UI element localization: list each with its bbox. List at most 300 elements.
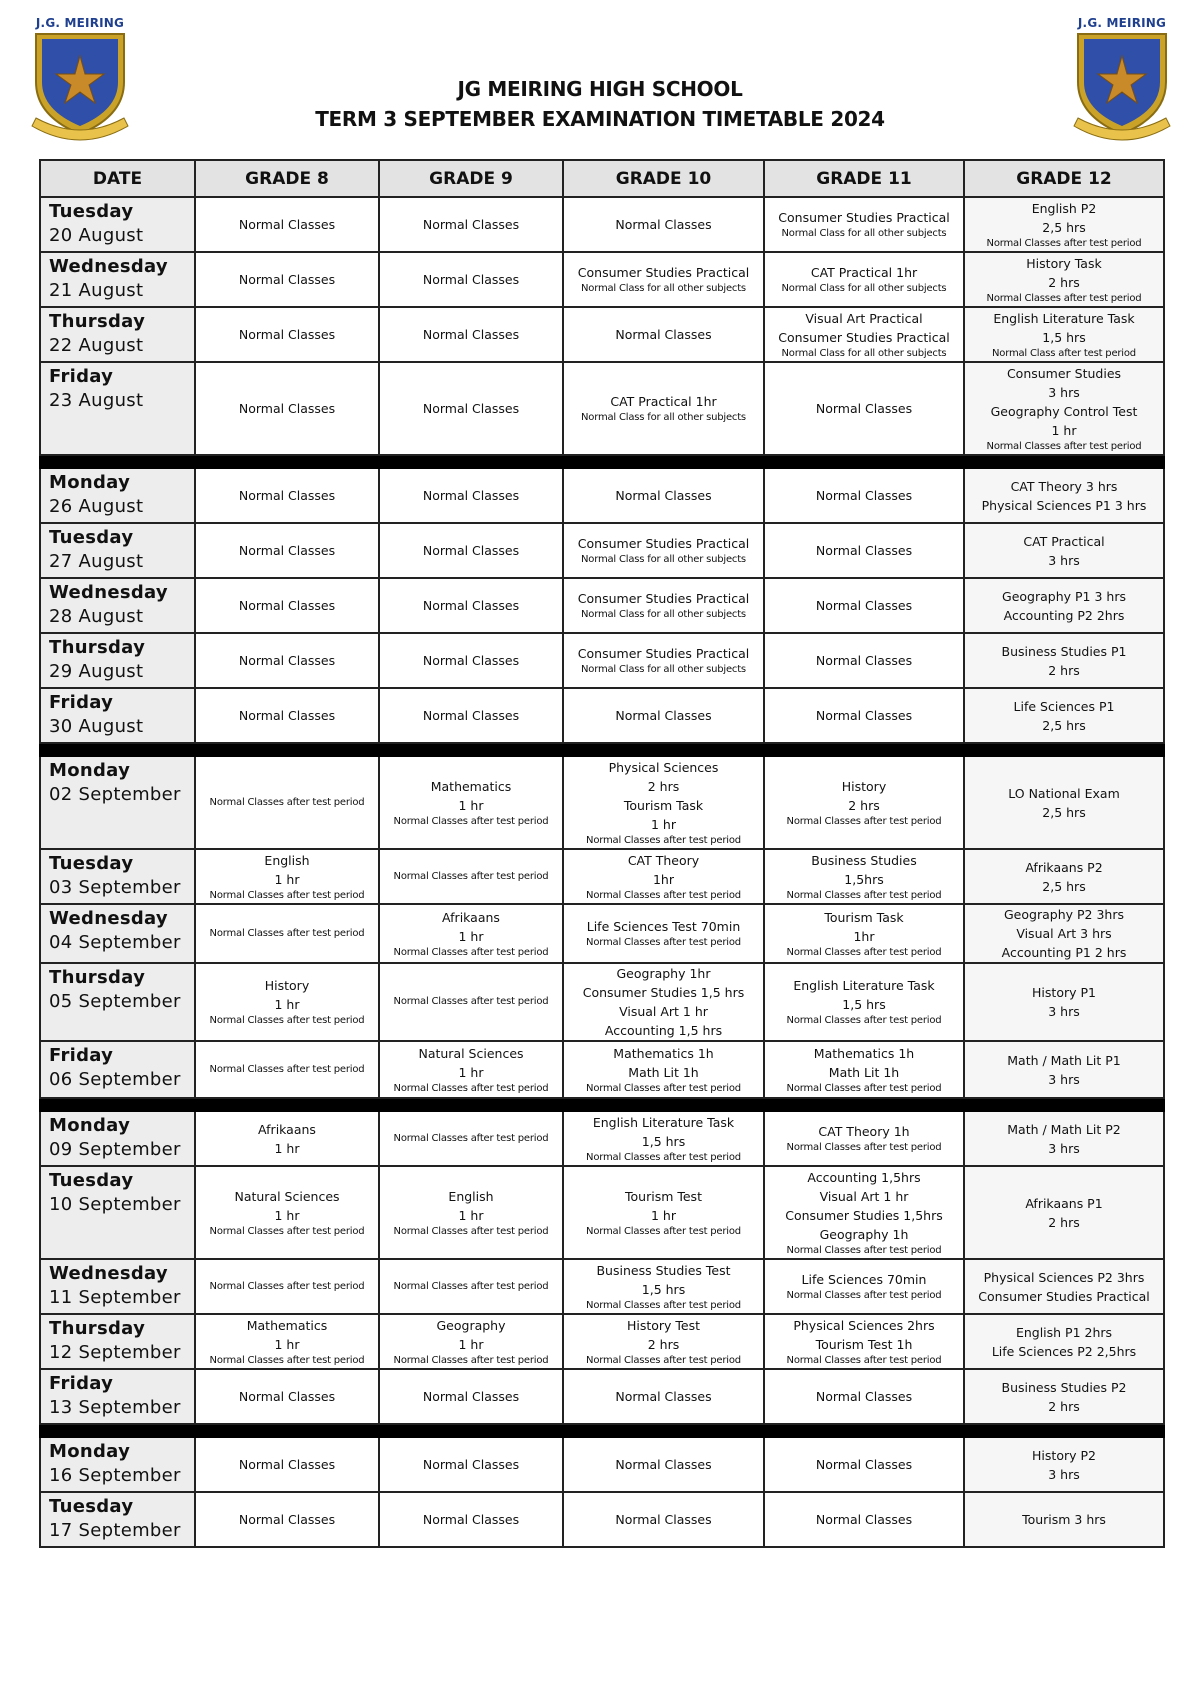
grade-12-cell bbox=[964, 756, 1164, 849]
exam-entry: History 1 hr bbox=[264, 978, 310, 1012]
grade-11-cell bbox=[764, 688, 964, 743]
grade-11-cell bbox=[764, 1259, 964, 1314]
exam-entry: Normal Classes bbox=[815, 708, 913, 723]
timetable-row bbox=[40, 963, 1164, 1041]
date-cell bbox=[40, 252, 195, 307]
timetable-row bbox=[40, 756, 1164, 849]
grade-8-cell bbox=[195, 1369, 379, 1424]
grade-12-cell bbox=[964, 1041, 1164, 1098]
timetable-row bbox=[40, 1111, 1164, 1166]
week-separator bbox=[40, 455, 1164, 468]
exam-entry: Mathematics 1 hr bbox=[430, 778, 512, 813]
day-date: 13 September bbox=[49, 1397, 181, 1418]
class-note: Normal Classes after test period bbox=[786, 946, 942, 958]
day-date: 26 August bbox=[49, 496, 144, 517]
header-grade-10: GRADE 10 bbox=[563, 160, 764, 197]
exam-entry: Normal Classes bbox=[615, 708, 712, 723]
day-date: 21 August bbox=[49, 280, 144, 301]
grade-12-cell bbox=[964, 963, 1164, 1041]
exam-entry: Life Sciences Test 70min bbox=[586, 919, 741, 934]
class-note: Normal Classes after test period bbox=[986, 292, 1142, 304]
exam-entry: Normal Classes bbox=[615, 327, 712, 342]
day-name: Friday bbox=[49, 1045, 114, 1066]
timetable-row bbox=[40, 1492, 1164, 1547]
grade-9-cell bbox=[379, 1314, 563, 1369]
school-title: JG MEIRING HIGH SCHOOL bbox=[457, 77, 743, 101]
week-separator-bar bbox=[40, 743, 1164, 756]
day-date: 20 August bbox=[49, 225, 144, 246]
class-note: Normal Classes after test period bbox=[586, 1151, 741, 1163]
grade-11-cell bbox=[764, 1314, 964, 1369]
exam-entry: Physical Sciences 2hrs Tourism Test 1h bbox=[793, 1317, 935, 1352]
grade-8-cell bbox=[195, 849, 379, 904]
day-date: 30 August bbox=[49, 716, 144, 737]
exam-entry: Consumer Studies Practical bbox=[577, 265, 750, 280]
exam-entry: Geography P1 3 hrs Accounting P2 2hrs bbox=[1002, 588, 1126, 623]
exam-entry: Natural Sciences 1 hr bbox=[418, 1045, 524, 1080]
exam-entry: History P2 3 hrs bbox=[1032, 1447, 1096, 1482]
class-note: Normal Classes after test period bbox=[209, 1354, 365, 1366]
exam-entry: Normal Classes bbox=[815, 488, 913, 503]
header-grade-12: GRADE 12 bbox=[964, 160, 1164, 197]
timetable-row bbox=[40, 307, 1164, 362]
grade-10-cell bbox=[563, 1041, 764, 1098]
grade-10-cell bbox=[563, 1314, 764, 1369]
timetable-row bbox=[40, 1369, 1164, 1424]
grade-9-cell bbox=[379, 197, 563, 252]
timetable-row bbox=[40, 1259, 1164, 1314]
exam-entry: English Literature Task 1,5 hrs bbox=[592, 1114, 735, 1149]
date-cell bbox=[40, 1111, 195, 1166]
class-note: Normal Classes after test period bbox=[786, 815, 942, 827]
class-note: Normal Class after test period bbox=[992, 347, 1136, 359]
exam-entry: CAT Practical 1hr bbox=[810, 265, 918, 280]
grade-8-cell bbox=[195, 1437, 379, 1492]
grade-11-cell bbox=[764, 1041, 964, 1098]
exam-entry: Life Sciences 70min bbox=[801, 1272, 927, 1287]
exam-entry: Consumer Studies Practical bbox=[577, 646, 750, 661]
grade-9-cell bbox=[379, 468, 563, 523]
exam-entry: Normal Classes bbox=[422, 488, 520, 503]
grade-9-cell bbox=[379, 1259, 563, 1314]
exam-entry: LO National Exam 2,5 hrs bbox=[1008, 785, 1120, 820]
grade-10-cell bbox=[563, 688, 764, 743]
grade-12-cell bbox=[964, 1492, 1164, 1547]
exam-entry: Normal Classes bbox=[615, 1457, 712, 1472]
grade-9-cell bbox=[379, 362, 563, 455]
exam-entry: Tourism 3 hrs bbox=[1022, 1512, 1106, 1527]
date-cell bbox=[40, 1492, 195, 1547]
day-name: Tuesday bbox=[49, 853, 134, 874]
class-note: Normal Classes after test period bbox=[209, 1063, 365, 1075]
grade-8-cell bbox=[195, 197, 379, 252]
class-note: Normal Classes after test period bbox=[786, 1142, 942, 1153]
day-name: Tuesday bbox=[49, 1170, 134, 1191]
grade-10-cell bbox=[563, 1111, 764, 1166]
exam-entry: Normal Classes bbox=[238, 543, 336, 558]
exam-entry: Afrikaans 1 hr bbox=[258, 1121, 316, 1156]
exam-entry: Business Studies Test 1,5 hrs bbox=[596, 1262, 731, 1297]
timetable-row bbox=[40, 849, 1164, 904]
class-note: Normal Classes after test period bbox=[393, 946, 549, 958]
grade-9-cell bbox=[379, 1111, 563, 1166]
grade-11-cell bbox=[764, 252, 964, 307]
exam-entry: Geography P2 3hrs Visual Art 3 hrs Accounting P1 2 hrs bbox=[1001, 907, 1127, 960]
grade-9-cell bbox=[379, 523, 563, 578]
exam-entry: Normal Classes bbox=[238, 272, 336, 287]
grade-12-cell bbox=[964, 904, 1164, 963]
timetable-row bbox=[40, 1041, 1164, 1098]
day-name: Wednesday bbox=[49, 582, 168, 603]
timetable-row bbox=[40, 1314, 1164, 1369]
class-note: Normal Class for all other subjects bbox=[781, 283, 947, 294]
grade-8-cell bbox=[195, 1492, 379, 1547]
timetable-row bbox=[40, 904, 1164, 963]
timetable-row bbox=[40, 633, 1164, 688]
exam-entry: Normal Classes bbox=[422, 598, 520, 613]
date-cell bbox=[40, 362, 195, 455]
class-note: Normal Classes after test period bbox=[786, 1015, 942, 1026]
date-cell bbox=[40, 468, 195, 523]
exam-entry: Visual Art Practical Consumer Studies Practical bbox=[778, 310, 950, 345]
grade-8-cell bbox=[195, 904, 379, 963]
grade-12-cell bbox=[964, 849, 1164, 904]
exam-entry: Afrikaans P2 2,5 hrs bbox=[1025, 859, 1103, 894]
exam-entry: Normal Classes bbox=[815, 653, 913, 668]
grade-11-cell bbox=[764, 1492, 964, 1547]
grade-11-cell bbox=[764, 1369, 964, 1424]
header-date: DATE bbox=[40, 160, 195, 197]
exam-entry: CAT Theory 3 hrs Physical Sciences P1 3 hrs bbox=[981, 478, 1147, 513]
grade-12-cell bbox=[964, 307, 1164, 362]
exam-entry: Afrikaans 1 hr bbox=[442, 909, 500, 944]
grade-8-cell bbox=[195, 1166, 379, 1259]
class-note: Normal Classes after test period bbox=[586, 834, 741, 846]
exam-entry: Normal Classes bbox=[422, 327, 520, 342]
exam-entry: Life Sciences P1 2,5 hrs bbox=[1013, 698, 1115, 733]
grade-10-cell bbox=[563, 963, 764, 1041]
grade-12-cell bbox=[964, 1369, 1164, 1424]
day-date: 12 September bbox=[49, 1342, 181, 1363]
grade-11-cell bbox=[764, 633, 964, 688]
logo-school-name: J.G. MEIRING bbox=[1077, 16, 1167, 30]
exam-entry: Normal Classes bbox=[422, 272, 520, 287]
class-note: Normal Class for all other subjects bbox=[581, 664, 746, 675]
grade-10-cell bbox=[563, 1259, 764, 1314]
grade-12-cell bbox=[964, 1111, 1164, 1166]
week-separator bbox=[40, 1424, 1164, 1437]
grade-10-cell bbox=[563, 468, 764, 523]
date-cell bbox=[40, 197, 195, 252]
grade-10-cell bbox=[563, 523, 764, 578]
class-note: Normal Classes after test period bbox=[786, 1354, 942, 1366]
grade-10-cell bbox=[563, 1437, 764, 1492]
exam-entry: Geography 1 hr bbox=[436, 1317, 506, 1352]
week-separator-bar bbox=[40, 1098, 1164, 1111]
exam-entry: Normal Classes bbox=[815, 543, 913, 558]
grade-11-cell bbox=[764, 963, 964, 1041]
grade-12-cell bbox=[964, 688, 1164, 743]
day-name: Wednesday bbox=[49, 908, 168, 929]
grade-12-cell bbox=[964, 633, 1164, 688]
exam-entry: Normal Classes bbox=[238, 653, 336, 668]
exam-entry: Normal Classes bbox=[422, 543, 520, 558]
grade-11-cell bbox=[764, 362, 964, 455]
exam-entry: Normal Classes bbox=[238, 708, 336, 723]
date-cell bbox=[40, 1369, 195, 1424]
grade-12-cell bbox=[964, 523, 1164, 578]
class-note: Normal Classes after test period bbox=[209, 927, 365, 939]
timetable-row bbox=[40, 578, 1164, 633]
exam-entry: Tourism Test 1 hr bbox=[625, 1188, 702, 1223]
exam-entry: CAT Theory 1h bbox=[818, 1124, 910, 1139]
grade-12-cell bbox=[964, 1314, 1164, 1369]
class-note: Normal Class for all other subjects bbox=[781, 228, 947, 239]
exam-entry: Mathematics 1h Math Lit 1h bbox=[813, 1045, 915, 1080]
exam-entry: CAT Theory 1hr bbox=[627, 852, 700, 887]
grade-12-cell bbox=[964, 468, 1164, 523]
grade-12-cell bbox=[964, 1437, 1164, 1492]
exam-entry: Consumer Studies Practical bbox=[778, 210, 950, 225]
grade-11-cell bbox=[764, 523, 964, 578]
grade-8-cell bbox=[195, 252, 379, 307]
grade-10-cell bbox=[563, 362, 764, 455]
day-name: Tuesday bbox=[49, 1496, 134, 1517]
exam-entry: Normal Classes bbox=[238, 1512, 336, 1527]
day-date: 16 September bbox=[49, 1465, 181, 1486]
day-date: 03 September bbox=[49, 877, 181, 898]
grade-8-cell bbox=[195, 1041, 379, 1098]
date-cell bbox=[40, 633, 195, 688]
grade-8-cell bbox=[195, 362, 379, 455]
exam-entry: Normal Classes bbox=[238, 1457, 336, 1472]
exam-entry: Normal Classes bbox=[238, 327, 336, 342]
exam-entry: English P2 2,5 hrs bbox=[1031, 200, 1097, 235]
exam-entry: CAT Practical 3 hrs bbox=[1023, 533, 1105, 568]
header-grade-8: GRADE 8 bbox=[195, 160, 379, 197]
day-name: Monday bbox=[49, 1441, 131, 1462]
class-note: Normal Classes after test period bbox=[393, 1132, 549, 1144]
class-note: Normal Classes after test period bbox=[786, 1290, 942, 1301]
day-name: Friday bbox=[49, 366, 114, 387]
logo-school-name: J.G. MEIRING bbox=[35, 16, 125, 30]
date-cell bbox=[40, 756, 195, 849]
exam-timetable bbox=[39, 159, 1165, 1548]
grade-10-cell bbox=[563, 252, 764, 307]
exam-entry: Normal Classes bbox=[238, 401, 336, 416]
grade-10-cell bbox=[563, 197, 764, 252]
grade-8-cell bbox=[195, 1314, 379, 1369]
class-note: Normal Classes after test period bbox=[209, 1015, 365, 1026]
grade-8-cell bbox=[195, 688, 379, 743]
day-date: 10 September bbox=[49, 1194, 181, 1215]
day-name: Thursday bbox=[49, 967, 146, 988]
day-date: 28 August bbox=[49, 606, 144, 627]
exam-entry: Consumer Studies 3 hrs Geography Control Test 1 hr bbox=[990, 365, 1138, 438]
day-date: 27 August bbox=[49, 551, 144, 572]
class-note: Normal Classes after test period bbox=[393, 1354, 549, 1366]
exam-entry: Physical Sciences 2 hrs Tourism Task 1 hr bbox=[608, 759, 719, 832]
grade-10-cell bbox=[563, 307, 764, 362]
exam-entry: Normal Classes bbox=[815, 1389, 913, 1404]
day-date: 05 September bbox=[49, 991, 181, 1012]
date-cell bbox=[40, 1437, 195, 1492]
grade-12-cell bbox=[964, 578, 1164, 633]
day-name: Wednesday bbox=[49, 256, 168, 277]
class-note: Normal Classes after test period bbox=[209, 1280, 365, 1292]
grade-11-cell bbox=[764, 1166, 964, 1259]
grade-11-cell bbox=[764, 468, 964, 523]
week-separator bbox=[40, 1098, 1164, 1111]
exam-entry: Normal Classes bbox=[615, 1389, 712, 1404]
exam-entry: History P1 3 hrs bbox=[1032, 985, 1096, 1019]
grade-12-cell bbox=[964, 1259, 1164, 1314]
grade-8-cell bbox=[195, 1259, 379, 1314]
exam-entry: Normal Classes bbox=[815, 401, 913, 416]
day-name: Tuesday bbox=[49, 527, 134, 548]
day-date: 02 September bbox=[49, 784, 181, 805]
day-date: 17 September bbox=[49, 1520, 181, 1541]
exam-entry: Normal Classes bbox=[815, 1457, 913, 1472]
exam-entry: Math / Math Lit P2 3 hrs bbox=[1007, 1121, 1121, 1156]
timetable-row bbox=[40, 523, 1164, 578]
grade-8-cell bbox=[195, 633, 379, 688]
class-note: Normal Classes after test period bbox=[586, 1299, 741, 1311]
timetable-row bbox=[40, 1166, 1164, 1259]
day-date: 23 August bbox=[49, 390, 144, 411]
exam-entry: Normal Classes bbox=[422, 1389, 520, 1404]
exam-entry: CAT Practical 1hr bbox=[610, 394, 717, 409]
exam-entry: History Test 2 hrs bbox=[626, 1317, 701, 1352]
header-row bbox=[40, 160, 1164, 197]
date-cell bbox=[40, 963, 195, 1041]
exam-entry: Normal Classes bbox=[238, 1389, 336, 1404]
grade-9-cell bbox=[379, 1041, 563, 1098]
grade-10-cell bbox=[563, 904, 764, 963]
grade-12-cell bbox=[964, 1166, 1164, 1259]
date-cell bbox=[40, 578, 195, 633]
exam-entry: Afrikaans P1 2 hrs bbox=[1025, 1195, 1103, 1230]
class-note: Normal Class for all other subjects bbox=[581, 283, 746, 294]
exam-entry: Normal Classes bbox=[238, 217, 336, 232]
day-name: Monday bbox=[49, 1115, 131, 1136]
exam-entry: Normal Classes bbox=[422, 1457, 520, 1472]
week-separator-bar bbox=[40, 1424, 1164, 1437]
week-separator bbox=[40, 743, 1164, 756]
exam-entry: Geography 1hr Consumer Studies 1,5 hrs Visual Art 1 hr Accounting 1,5 hrs bbox=[582, 966, 745, 1038]
class-note: Normal Classes after test period bbox=[786, 1244, 942, 1256]
exam-entry: Accounting 1,5hrs Visual Art 1 hr Consumer Studies 1,5hrs Geography 1h bbox=[785, 1169, 943, 1242]
class-note: Normal Classes after test period bbox=[393, 1225, 549, 1237]
class-note: Normal Classes after test period bbox=[393, 996, 549, 1007]
grade-11-cell bbox=[764, 756, 964, 849]
class-note: Normal Class for all other subjects bbox=[781, 347, 947, 359]
class-note: Normal Classes after test period bbox=[786, 889, 942, 901]
grade-12-cell bbox=[964, 362, 1164, 455]
exam-entry: Normal Classes bbox=[815, 1512, 913, 1527]
grade-10-cell bbox=[563, 578, 764, 633]
grade-8-cell bbox=[195, 468, 379, 523]
grade-9-cell bbox=[379, 1492, 563, 1547]
class-note: Normal Classes after test period bbox=[209, 889, 365, 901]
grade-10-cell bbox=[563, 1369, 764, 1424]
timetable-row bbox=[40, 362, 1164, 455]
grade-9-cell bbox=[379, 633, 563, 688]
grade-12-cell bbox=[964, 197, 1164, 252]
date-cell bbox=[40, 688, 195, 743]
grade-8-cell bbox=[195, 1111, 379, 1166]
grade-10-cell bbox=[563, 756, 764, 849]
grade-9-cell bbox=[379, 849, 563, 904]
day-date: 29 August bbox=[49, 661, 144, 682]
class-note: Normal Classes after test period bbox=[586, 1082, 741, 1094]
class-note: Normal Classes after test period bbox=[393, 815, 549, 827]
exam-entry: Normal Classes bbox=[615, 217, 712, 232]
grade-10-cell bbox=[563, 633, 764, 688]
day-name: Thursday bbox=[49, 637, 146, 658]
grade-9-cell bbox=[379, 688, 563, 743]
grade-11-cell bbox=[764, 197, 964, 252]
exam-entry: English 1 hr bbox=[448, 1188, 494, 1223]
class-note: Normal Class for all other subjects bbox=[581, 609, 746, 620]
class-note: Normal Class for all other subjects bbox=[581, 554, 746, 565]
day-name: Thursday bbox=[49, 1318, 146, 1339]
exam-entry: Math / Math Lit P1 3 hrs bbox=[1007, 1052, 1121, 1087]
date-cell bbox=[40, 523, 195, 578]
grade-10-cell bbox=[563, 1166, 764, 1259]
grade-8-cell bbox=[195, 578, 379, 633]
grade-11-cell bbox=[764, 1437, 964, 1492]
class-note: Normal Classes after test period bbox=[986, 440, 1142, 452]
class-note: Normal Classes after test period bbox=[393, 1082, 549, 1094]
exam-entry: History 2 hrs bbox=[841, 778, 887, 813]
day-name: Monday bbox=[49, 472, 131, 493]
day-name: Monday bbox=[49, 760, 131, 781]
class-note: Normal Classes after test period bbox=[586, 1225, 741, 1237]
grade-9-cell bbox=[379, 1166, 563, 1259]
exam-entry: English Literature Task 1,5 hrs bbox=[993, 310, 1135, 345]
day-name: Friday bbox=[49, 692, 114, 713]
date-cell bbox=[40, 904, 195, 963]
date-cell bbox=[40, 1166, 195, 1259]
grade-9-cell bbox=[379, 963, 563, 1041]
exam-entry: Normal Classes bbox=[422, 708, 520, 723]
grade-12-cell bbox=[964, 252, 1164, 307]
exam-entry: Normal Classes bbox=[815, 598, 913, 613]
grade-9-cell bbox=[379, 307, 563, 362]
class-note: Normal Classes after test period bbox=[209, 796, 365, 808]
exam-entry: History Task 2 hrs bbox=[1026, 255, 1102, 290]
exam-entry: English Literature Task 1,5 hrs bbox=[793, 978, 935, 1012]
exam-entry: Natural Sciences 1 hr bbox=[234, 1188, 340, 1223]
class-note: Normal Classes after test period bbox=[393, 1280, 549, 1292]
timetable-row bbox=[40, 1437, 1164, 1492]
timetable-row bbox=[40, 252, 1164, 307]
grade-11-cell bbox=[764, 904, 964, 963]
grade-9-cell bbox=[379, 578, 563, 633]
day-date: 22 August bbox=[49, 335, 144, 356]
grade-10-cell bbox=[563, 849, 764, 904]
day-date: 09 September bbox=[49, 1139, 181, 1160]
grade-11-cell bbox=[764, 849, 964, 904]
exam-entry: Consumer Studies Practical bbox=[577, 591, 750, 606]
grade-11-cell bbox=[764, 578, 964, 633]
exam-entry: Mathematics 1h Math Lit 1h bbox=[613, 1045, 714, 1080]
grade-9-cell bbox=[379, 756, 563, 849]
timetable-row bbox=[40, 197, 1164, 252]
header-grade-11: GRADE 11 bbox=[764, 160, 964, 197]
timetable-row bbox=[40, 468, 1164, 523]
